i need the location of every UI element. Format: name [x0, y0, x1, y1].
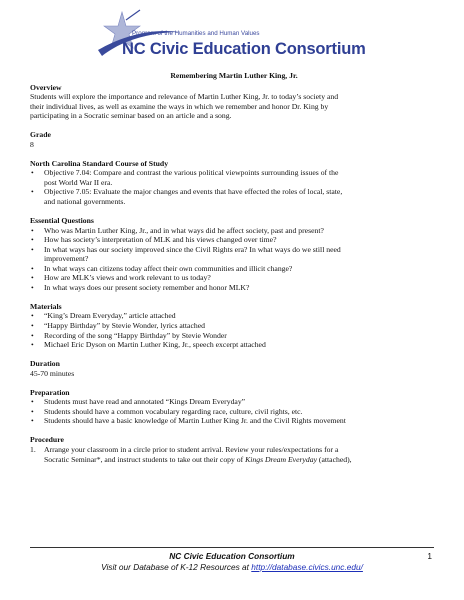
list-item: • Objective 7.04: Compare and contrast the various political viewpoints surrounding issues of the post World War II era.	[30, 168, 438, 187]
preparation-heading: Preparation	[30, 387, 70, 397]
footer-title: NC Civic Education Consortium	[169, 551, 295, 561]
grade-heading: Grade	[30, 130, 51, 140]
page-number: 1	[427, 551, 432, 561]
list-item: • Objective 7.05: Evaluate the major changes and events that have effected the roles of local, state, and national governments.	[30, 187, 438, 206]
overview-line: participating in a Socratic seminar based on an article and a song.	[30, 111, 232, 121]
overview-heading: Overview	[30, 82, 62, 92]
duration-heading: Duration	[30, 359, 60, 369]
list-item: • How has society’s interpretation of MLK and his views changed over time?	[30, 235, 438, 245]
grade-value: 8	[30, 139, 34, 149]
logo-title: NC Civic Education Consortium	[122, 40, 366, 58]
overview-line: Students will explore the importance and relevance of Martin Luther King, Jr. to today’s society and	[30, 92, 339, 102]
procedure-list	[30, 445, 438, 464]
list-item: • In what ways has our society improved since the Civil Rights era? In what ways do we still need improvement?	[30, 245, 438, 264]
questions-heading: Essential Questions	[30, 216, 94, 226]
list-item: • Students should have a common vocabulary regarding race, culture, civil rights, etc.	[30, 407, 438, 417]
list-item: • Recording of the song “Happy Birthday” by Stevie Wonder	[30, 331, 438, 341]
preparation-list	[30, 397, 438, 426]
page-footer	[0, 551, 464, 573]
questions-list	[30, 226, 438, 293]
standards-list	[30, 168, 438, 206]
footer-divider	[30, 547, 434, 548]
overview-line: their individual lives, as well as examine the ways in which we remember and honor Dr. King by	[30, 101, 329, 111]
list-item: 1. Arrange your classroom in a circle prior to student arrival. Review your rules/expectations for a Socratic Seminar*, and instruct students to take out their copy of Kings Dream Everyday (attached),	[30, 445, 352, 464]
materials-heading: Materials	[30, 301, 62, 311]
list-item: • Students should have a basic knowledge of Martin Luther King Jr. and the Civil Rights movement	[30, 416, 438, 426]
database-link[interactable]: http://database.civics.unc.edu/	[251, 562, 363, 572]
step-number: 1.	[30, 445, 36, 454]
logo-tagline: Program of the Humanities and Human Values	[132, 30, 260, 37]
list-item: • “Happy Birthday” by Stevie Wonder, lyrics attached	[30, 321, 438, 331]
list-item: • Michael Eric Dyson on Martin Luther King, Jr., speech excerpt attached	[30, 340, 438, 350]
list-item: • In what ways can citizens today affect their own communities and illicit change?	[30, 264, 438, 274]
standards-heading: North Carolina Standard Course of Study	[30, 158, 169, 168]
materials-list	[30, 311, 438, 349]
list-item: • “King’s Dream Everyday,” article attached	[30, 311, 438, 321]
document-title: Remembering Martin Luther King, Jr.	[170, 71, 298, 80]
procedure-heading: Procedure	[30, 435, 64, 445]
article-title: Kings Dream Everyday	[245, 454, 317, 464]
footer-visit-line: Visit our Database of K-12 Resources at http://database.civics.unc.edu/	[101, 562, 363, 572]
list-item: • Students must have read and annotated “Kings Dream Everyday”	[30, 397, 438, 407]
document-body	[30, 71, 438, 464]
list-item: • How are MLK’s views and work relevant to us today?	[30, 273, 438, 283]
duration-value: 45-70 minutes	[30, 368, 75, 378]
list-item: • In what ways does our present society remember and honor MLK?	[30, 283, 438, 293]
list-item: • Who was Martin Luther King, Jr., and in what ways did he affect society, past and present?	[30, 226, 438, 236]
consortium-logo	[92, 6, 392, 68]
